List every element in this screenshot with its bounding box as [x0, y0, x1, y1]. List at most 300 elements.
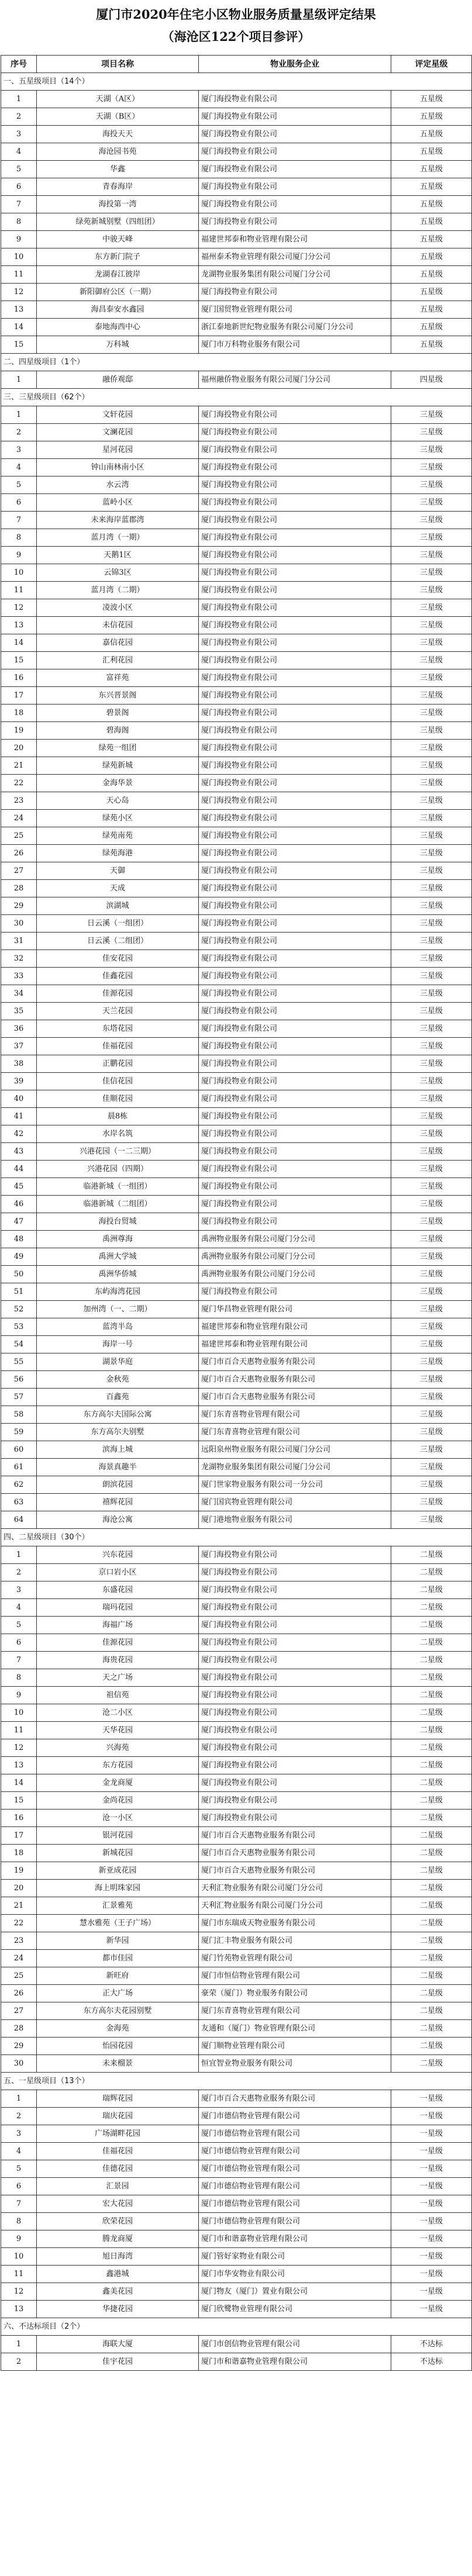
company-name: 厦门市恒信物业管理有限公司 — [199, 1967, 391, 1985]
table-row — [1, 1546, 472, 1564]
project-name: 正大广场 — [37, 1985, 199, 2002]
project-name: 禹洲尊海 — [37, 1231, 199, 1248]
company-name: 厦门国宾物业管理有限公司 — [199, 1494, 391, 1511]
table-row — [1, 1196, 472, 1213]
company-name: 厦门海投物业有限公司 — [199, 810, 391, 827]
star-rating: 二星级 — [391, 1599, 472, 1617]
row-index: 23 — [1, 792, 37, 810]
table-row — [1, 775, 472, 792]
project-name: 天御 — [37, 862, 199, 880]
project-name: 东盛花园 — [37, 1581, 199, 1599]
table-row — [1, 231, 472, 248]
company-name: 龙湖物业服务集团有限公司厦门分公司 — [199, 266, 391, 284]
row-index: 4 — [1, 459, 37, 476]
star-rating: 三星级 — [391, 968, 472, 985]
table-row — [1, 740, 472, 757]
star-rating: 三星级 — [391, 1055, 472, 1073]
company-name: 厦门港地物业服务有限公司 — [199, 1511, 391, 1529]
row-index: 31 — [1, 933, 37, 950]
star-rating: 三星级 — [391, 582, 472, 599]
table-row — [1, 1266, 472, 1283]
row-index: 29 — [1, 897, 37, 915]
section-row — [1, 2073, 472, 2090]
company-name: 厦门海投物业有限公司 — [199, 178, 391, 196]
company-name: 福建世邦泰和物业管理有限公司 — [199, 1318, 391, 1336]
row-index: 10 — [1, 564, 37, 582]
table-row — [1, 617, 472, 634]
row-index: 43 — [1, 1143, 37, 1161]
star-rating: 三星级 — [391, 1213, 472, 1231]
project-name: 临港新城（二组团） — [37, 1196, 199, 1213]
table-row — [1, 1774, 472, 1792]
star-rating: 一星级 — [391, 2283, 472, 2301]
row-index: 8 — [1, 1669, 37, 1687]
project-name: 兴港花园（四期） — [37, 1161, 199, 1178]
star-rating: 三星级 — [391, 1353, 472, 1371]
project-name: 晨8栋 — [37, 1108, 199, 1125]
company-name: 福建世邦泰和物业管理有限公司 — [199, 1336, 391, 1353]
star-rating: 四星级 — [391, 371, 472, 389]
project-name: 汇景雅苑 — [37, 1897, 199, 1915]
project-name: 佳信花园 — [37, 1073, 199, 1090]
company-name: 厦门海投物业有限公司 — [199, 1792, 391, 1810]
company-name: 厦门海投物业有限公司 — [199, 1757, 391, 1774]
star-rating: 五星级 — [391, 284, 472, 301]
table-row — [1, 599, 472, 617]
project-name: 天心岛 — [37, 792, 199, 810]
title-line-2: （海沧区122个项目参评） — [161, 29, 311, 44]
row-index: 47 — [1, 1213, 37, 1231]
star-rating: 五星级 — [391, 248, 472, 266]
project-name: 滨湖城 — [37, 897, 199, 915]
star-rating: 五星级 — [391, 319, 472, 336]
star-rating: 三星级 — [391, 476, 472, 494]
company-name: 厦门海投物业有限公司 — [199, 792, 391, 810]
table-row — [1, 2248, 472, 2266]
table-row — [1, 2195, 472, 2213]
project-name: 金海苑 — [37, 2020, 199, 2038]
row-index: 32 — [1, 950, 37, 968]
table-row — [1, 1599, 472, 1617]
project-name: 沧二小区 — [37, 1704, 199, 1722]
star-rating: 三星级 — [391, 652, 472, 669]
table-row — [1, 1669, 472, 1687]
row-index: 57 — [1, 1389, 37, 1406]
star-rating: 三星级 — [391, 1231, 472, 1248]
row-index: 61 — [1, 1459, 37, 1476]
row-index: 11 — [1, 266, 37, 284]
star-rating: 二星级 — [391, 2038, 472, 2055]
row-index: 24 — [1, 1950, 37, 1967]
company-name: 厦门海投物业有限公司 — [199, 1774, 391, 1792]
company-name: 厦门海投物业有限公司 — [199, 1546, 391, 1564]
company-name: 厦门海投物业有限公司 — [199, 1003, 391, 1020]
table-row — [1, 1687, 472, 1704]
row-index: 4 — [1, 2143, 37, 2160]
company-name: 龙湖物业服务集团有限公司厦门分公司 — [199, 1459, 391, 1476]
table-row — [1, 1739, 472, 1757]
company-name: 厦门海投物业有限公司 — [199, 196, 391, 213]
table-row — [1, 319, 472, 336]
row-index: 27 — [1, 2002, 37, 2020]
project-name: 东方花园 — [37, 1757, 199, 1774]
star-rating: 三星级 — [391, 757, 472, 775]
project-name: 佳宇花园 — [37, 2353, 199, 2371]
table-row — [1, 1897, 472, 1915]
project-name: 海景真趣半 — [37, 1459, 199, 1476]
star-rating: 二星级 — [391, 1845, 472, 1862]
table-row — [1, 757, 472, 775]
star-rating: 一星级 — [391, 2108, 472, 2125]
star-rating: 二星级 — [391, 1757, 472, 1774]
star-rating: 三星级 — [391, 1371, 472, 1389]
company-name: 厦门市德信物业管理有限公司 — [199, 2178, 391, 2195]
star-rating: 一星级 — [391, 2160, 472, 2178]
project-name: 佳德花园 — [37, 2160, 199, 2178]
results-table — [1, 55, 472, 2371]
star-rating: 三星级 — [391, 1406, 472, 1424]
row-index: 2 — [1, 1564, 37, 1581]
project-name: 天之广场 — [37, 1669, 199, 1687]
row-index: 12 — [1, 1739, 37, 1757]
table-row — [1, 933, 472, 950]
star-rating: 三星级 — [391, 1336, 472, 1353]
row-index: 2 — [1, 2108, 37, 2125]
project-name: 碧海阁 — [37, 722, 199, 740]
row-index: 55 — [1, 1353, 37, 1371]
row-index: 21 — [1, 1897, 37, 1915]
star-rating: 三星级 — [391, 599, 472, 617]
section-row — [1, 389, 472, 406]
table-row — [1, 2353, 472, 2371]
project-name: 滨海上城 — [37, 1441, 199, 1459]
star-rating: 三星级 — [391, 547, 472, 564]
company-name: 厦门海投物业有限公司 — [199, 845, 391, 862]
company-name: 厦门海投物业有限公司 — [199, 687, 391, 705]
row-index: 2 — [1, 424, 37, 441]
row-index: 36 — [1, 1020, 37, 1038]
project-name: 佳福花园 — [37, 1038, 199, 1055]
company-name: 厦门海投物业有限公司 — [199, 1125, 391, 1143]
table-row — [1, 669, 472, 687]
star-rating: 三星级 — [391, 1389, 472, 1406]
table-row — [1, 284, 472, 301]
star-rating: 二星级 — [391, 1564, 472, 1581]
row-index: 35 — [1, 1003, 37, 1020]
row-index: 17 — [1, 687, 37, 705]
project-name: 海联大厦 — [37, 2336, 199, 2353]
company-name: 厦门海投物业有限公司 — [199, 1564, 391, 1581]
project-name: 绿苑南苑 — [37, 827, 199, 845]
company-name: 福建世邦泰和物业管理有限公司 — [199, 231, 391, 248]
star-rating: 三星级 — [391, 1038, 472, 1055]
company-name: 厦门海投物业有限公司 — [199, 406, 391, 424]
table-row — [1, 2301, 472, 2318]
table-row — [1, 985, 472, 1003]
project-name: 禧辉花园 — [37, 1494, 199, 1511]
project-name: 泰地海西中心 — [37, 319, 199, 336]
star-rating: 五星级 — [391, 178, 472, 196]
row-index: 2 — [1, 2353, 37, 2371]
company-name: 厦门市德信物业管理有限公司 — [199, 2108, 391, 2125]
project-name: 天成 — [37, 880, 199, 897]
header-company: 物业服务企业 — [199, 56, 391, 73]
company-name: 厦门海投物业有限公司 — [199, 213, 391, 231]
row-index: 52 — [1, 1301, 37, 1318]
row-index: 5 — [1, 2160, 37, 2178]
row-index: 9 — [1, 2230, 37, 2248]
company-name: 厦门海投物业有限公司 — [199, 1213, 391, 1231]
company-name: 厦门海投物业有限公司 — [199, 1055, 391, 1073]
company-name: 厦门华昌物业管理有限公司 — [199, 1301, 391, 1318]
row-index: 18 — [1, 1845, 37, 1862]
row-index: 13 — [1, 2301, 37, 2318]
star-rating: 五星级 — [391, 196, 472, 213]
project-name: 金尚花园 — [37, 1792, 199, 1810]
project-name: 天鹅1区 — [37, 547, 199, 564]
star-rating: 三星级 — [391, 669, 472, 687]
table-row — [1, 1704, 472, 1722]
star-rating: 二星级 — [391, 1652, 472, 1669]
project-name: 海福广场 — [37, 1617, 199, 1634]
star-rating: 一星级 — [391, 2178, 472, 2195]
document-title — [0, 0, 472, 55]
table-row — [1, 1406, 472, 1424]
row-index: 22 — [1, 1915, 37, 1932]
project-name: 新旺府 — [37, 1967, 199, 1985]
star-rating: 三星级 — [391, 529, 472, 547]
project-name: 东方高尔夫别墅 — [37, 1424, 199, 1441]
row-index: 5 — [1, 161, 37, 178]
table-row — [1, 126, 472, 143]
project-name: 绿苑小区 — [37, 810, 199, 827]
table-row — [1, 722, 472, 740]
project-name: 东兴晋景阁 — [37, 687, 199, 705]
row-index: 14 — [1, 634, 37, 652]
company-name: 厦门市和谐嘉物业管理有限公司 — [199, 2230, 391, 2248]
company-name: 恒宜智业物业服务有限公司 — [199, 2055, 391, 2073]
company-name: 厦门海投物业有限公司 — [199, 634, 391, 652]
row-index: 28 — [1, 2020, 37, 2038]
company-name: 厦门竹苑物业管理有限公司 — [199, 1950, 391, 1967]
project-name: 新城花园 — [37, 1845, 199, 1862]
star-rating: 三星级 — [391, 1511, 472, 1529]
table-row — [1, 1248, 472, 1266]
project-name: 文澜花园 — [37, 424, 199, 441]
star-rating: 二星级 — [391, 1897, 472, 1915]
section-row — [1, 2318, 472, 2336]
star-rating: 二星级 — [391, 2002, 472, 2020]
star-rating: 二星级 — [391, 1985, 472, 2002]
table-row — [1, 1564, 472, 1581]
table-row — [1, 1055, 472, 1073]
row-index: 8 — [1, 529, 37, 547]
row-index: 6 — [1, 178, 37, 196]
table-row — [1, 634, 472, 652]
star-rating: 一星级 — [391, 2090, 472, 2108]
project-name: 绿苑新城别墅（四组团） — [37, 213, 199, 231]
company-name: 厦门海投物业有限公司 — [199, 582, 391, 599]
section-label: 六、不达标项目（2个） — [1, 2318, 472, 2336]
company-name: 厦门海投物业有限公司 — [199, 284, 391, 301]
project-name: 都市佳园 — [37, 1950, 199, 1967]
star-rating: 三星级 — [391, 1143, 472, 1161]
project-name: 佳源花园 — [37, 1634, 199, 1652]
star-rating: 三星级 — [391, 441, 472, 459]
project-name: 湖景华庭 — [37, 1353, 199, 1371]
table-row — [1, 862, 472, 880]
section-row — [1, 73, 472, 91]
project-name: 欣荣花园 — [37, 2213, 199, 2230]
star-rating: 一星级 — [391, 2301, 472, 2318]
company-name: 厦门海投物业有限公司 — [199, 1196, 391, 1213]
row-index: 58 — [1, 1406, 37, 1424]
star-rating: 三星级 — [391, 1196, 472, 1213]
project-name: 佳源花园 — [37, 985, 199, 1003]
project-name: 瑞辉花园 — [37, 2090, 199, 2108]
table-row — [1, 1020, 472, 1038]
project-name: 蓝月湾（一期） — [37, 529, 199, 547]
company-name: 厦门海投物业有限公司 — [199, 599, 391, 617]
table-row — [1, 827, 472, 845]
row-index: 54 — [1, 1336, 37, 1353]
row-index: 13 — [1, 1757, 37, 1774]
table-row — [1, 1827, 472, 1845]
project-name: 绿苑一组团 — [37, 740, 199, 757]
row-index: 22 — [1, 775, 37, 792]
row-index: 56 — [1, 1371, 37, 1389]
table-row — [1, 1424, 472, 1441]
table-row — [1, 1617, 472, 1634]
row-index: 30 — [1, 915, 37, 933]
row-index: 9 — [1, 1687, 37, 1704]
company-name: 厦门海投物业有限公司 — [199, 897, 391, 915]
star-rating: 三星级 — [391, 1441, 472, 1459]
company-name: 厦门海投物业有限公司 — [199, 775, 391, 792]
table-row — [1, 1880, 472, 1897]
company-name: 厦门海投物业有限公司 — [199, 1108, 391, 1125]
row-index: 15 — [1, 652, 37, 669]
company-name: 厦门海投物业有限公司 — [199, 1617, 391, 1634]
header-project: 项目名称 — [37, 56, 199, 73]
row-index: 14 — [1, 1774, 37, 1792]
star-rating: 二星级 — [391, 1967, 472, 1985]
star-rating: 五星级 — [391, 231, 472, 248]
company-name: 厦门东青喜物业管理有限公司 — [199, 1424, 391, 1441]
table-row — [1, 213, 472, 231]
star-rating: 三星级 — [391, 1476, 472, 1494]
row-index: 50 — [1, 1266, 37, 1283]
company-name: 厦门市百合天惠物业服务有限公司 — [199, 1353, 391, 1371]
table-row — [1, 652, 472, 669]
table-row — [1, 705, 472, 722]
company-name: 厦门海投物业有限公司 — [199, 1599, 391, 1617]
project-name: 文轩花园 — [37, 406, 199, 424]
section-label: 一、五星级项目（14个） — [1, 73, 472, 91]
star-rating: 三星级 — [391, 1073, 472, 1090]
table-row — [1, 968, 472, 985]
table-row — [1, 2178, 472, 2195]
star-rating: 三星级 — [391, 1494, 472, 1511]
row-index: 6 — [1, 494, 37, 512]
company-name: 厦门市德信物业管理有限公司 — [199, 2125, 391, 2143]
row-index: 19 — [1, 722, 37, 740]
star-rating: 三星级 — [391, 1266, 472, 1283]
project-name: 兴东花园 — [37, 1546, 199, 1564]
table-row — [1, 1143, 472, 1161]
star-rating: 三星级 — [391, 722, 472, 740]
project-name: 沧一小区 — [37, 1810, 199, 1827]
star-rating: 一星级 — [391, 2143, 472, 2160]
row-index: 5 — [1, 476, 37, 494]
row-index: 13 — [1, 617, 37, 634]
company-name: 厦门海投物业有限公司 — [199, 1143, 391, 1161]
table-row — [1, 2055, 472, 2073]
star-rating: 三星级 — [391, 1108, 472, 1125]
row-index: 44 — [1, 1161, 37, 1178]
company-name: 天利汇物业服务有限公司厦门分公司 — [199, 1880, 391, 1897]
table-row — [1, 1301, 472, 1318]
star-rating: 三星级 — [391, 634, 472, 652]
company-name: 厦门海投物业有限公司 — [199, 705, 391, 722]
project-name: 中骏天峰 — [37, 231, 199, 248]
table-row — [1, 1318, 472, 1336]
star-rating: 二星级 — [391, 1774, 472, 1792]
table-row — [1, 1459, 472, 1476]
project-name: 东屿海湾花园 — [37, 1283, 199, 1301]
star-rating: 二星级 — [391, 1581, 472, 1599]
company-name: 禹洲物业服务有限公司厦门分公司 — [199, 1231, 391, 1248]
table-row — [1, 2002, 472, 2020]
star-rating: 三星级 — [391, 494, 472, 512]
star-rating: 三星级 — [391, 810, 472, 827]
company-name: 厦门市德信物业管理有限公司 — [199, 2213, 391, 2230]
table-row — [1, 845, 472, 862]
star-rating: 二星级 — [391, 1687, 472, 1704]
table-row — [1, 2336, 472, 2353]
row-index: 28 — [1, 880, 37, 897]
table-row — [1, 108, 472, 126]
company-name: 厦门海投物业有限公司 — [199, 722, 391, 740]
company-name: 厦门海投物业有限公司 — [199, 1161, 391, 1178]
row-index: 39 — [1, 1073, 37, 1090]
row-index: 64 — [1, 1511, 37, 1529]
row-index: 34 — [1, 985, 37, 1003]
table-header-row — [1, 56, 472, 73]
table-row — [1, 1441, 472, 1459]
row-index: 7 — [1, 512, 37, 529]
row-index: 24 — [1, 810, 37, 827]
table-row — [1, 512, 472, 529]
project-name: 金秋苑 — [37, 1371, 199, 1389]
star-rating: 三星级 — [391, 1283, 472, 1301]
company-name: 厦门海投物业有限公司 — [199, 1038, 391, 1055]
table-row — [1, 161, 472, 178]
row-index: 20 — [1, 1880, 37, 1897]
company-name: 厦门海投物业有限公司 — [199, 1722, 391, 1739]
table-row — [1, 459, 472, 476]
company-name: 厦门海投物业有限公司 — [199, 441, 391, 459]
table-row — [1, 1038, 472, 1055]
company-name: 天利汇物业服务有限公司厦门分公司 — [199, 1897, 391, 1915]
project-name: 华鑫 — [37, 161, 199, 178]
table-row — [1, 143, 472, 161]
project-name: 临港新城（一组团） — [37, 1178, 199, 1196]
company-name: 厦门市德信物业管理有限公司 — [199, 2143, 391, 2160]
star-rating: 二星级 — [391, 1950, 472, 1967]
star-rating: 一星级 — [391, 2230, 472, 2248]
star-rating: 五星级 — [391, 213, 472, 231]
